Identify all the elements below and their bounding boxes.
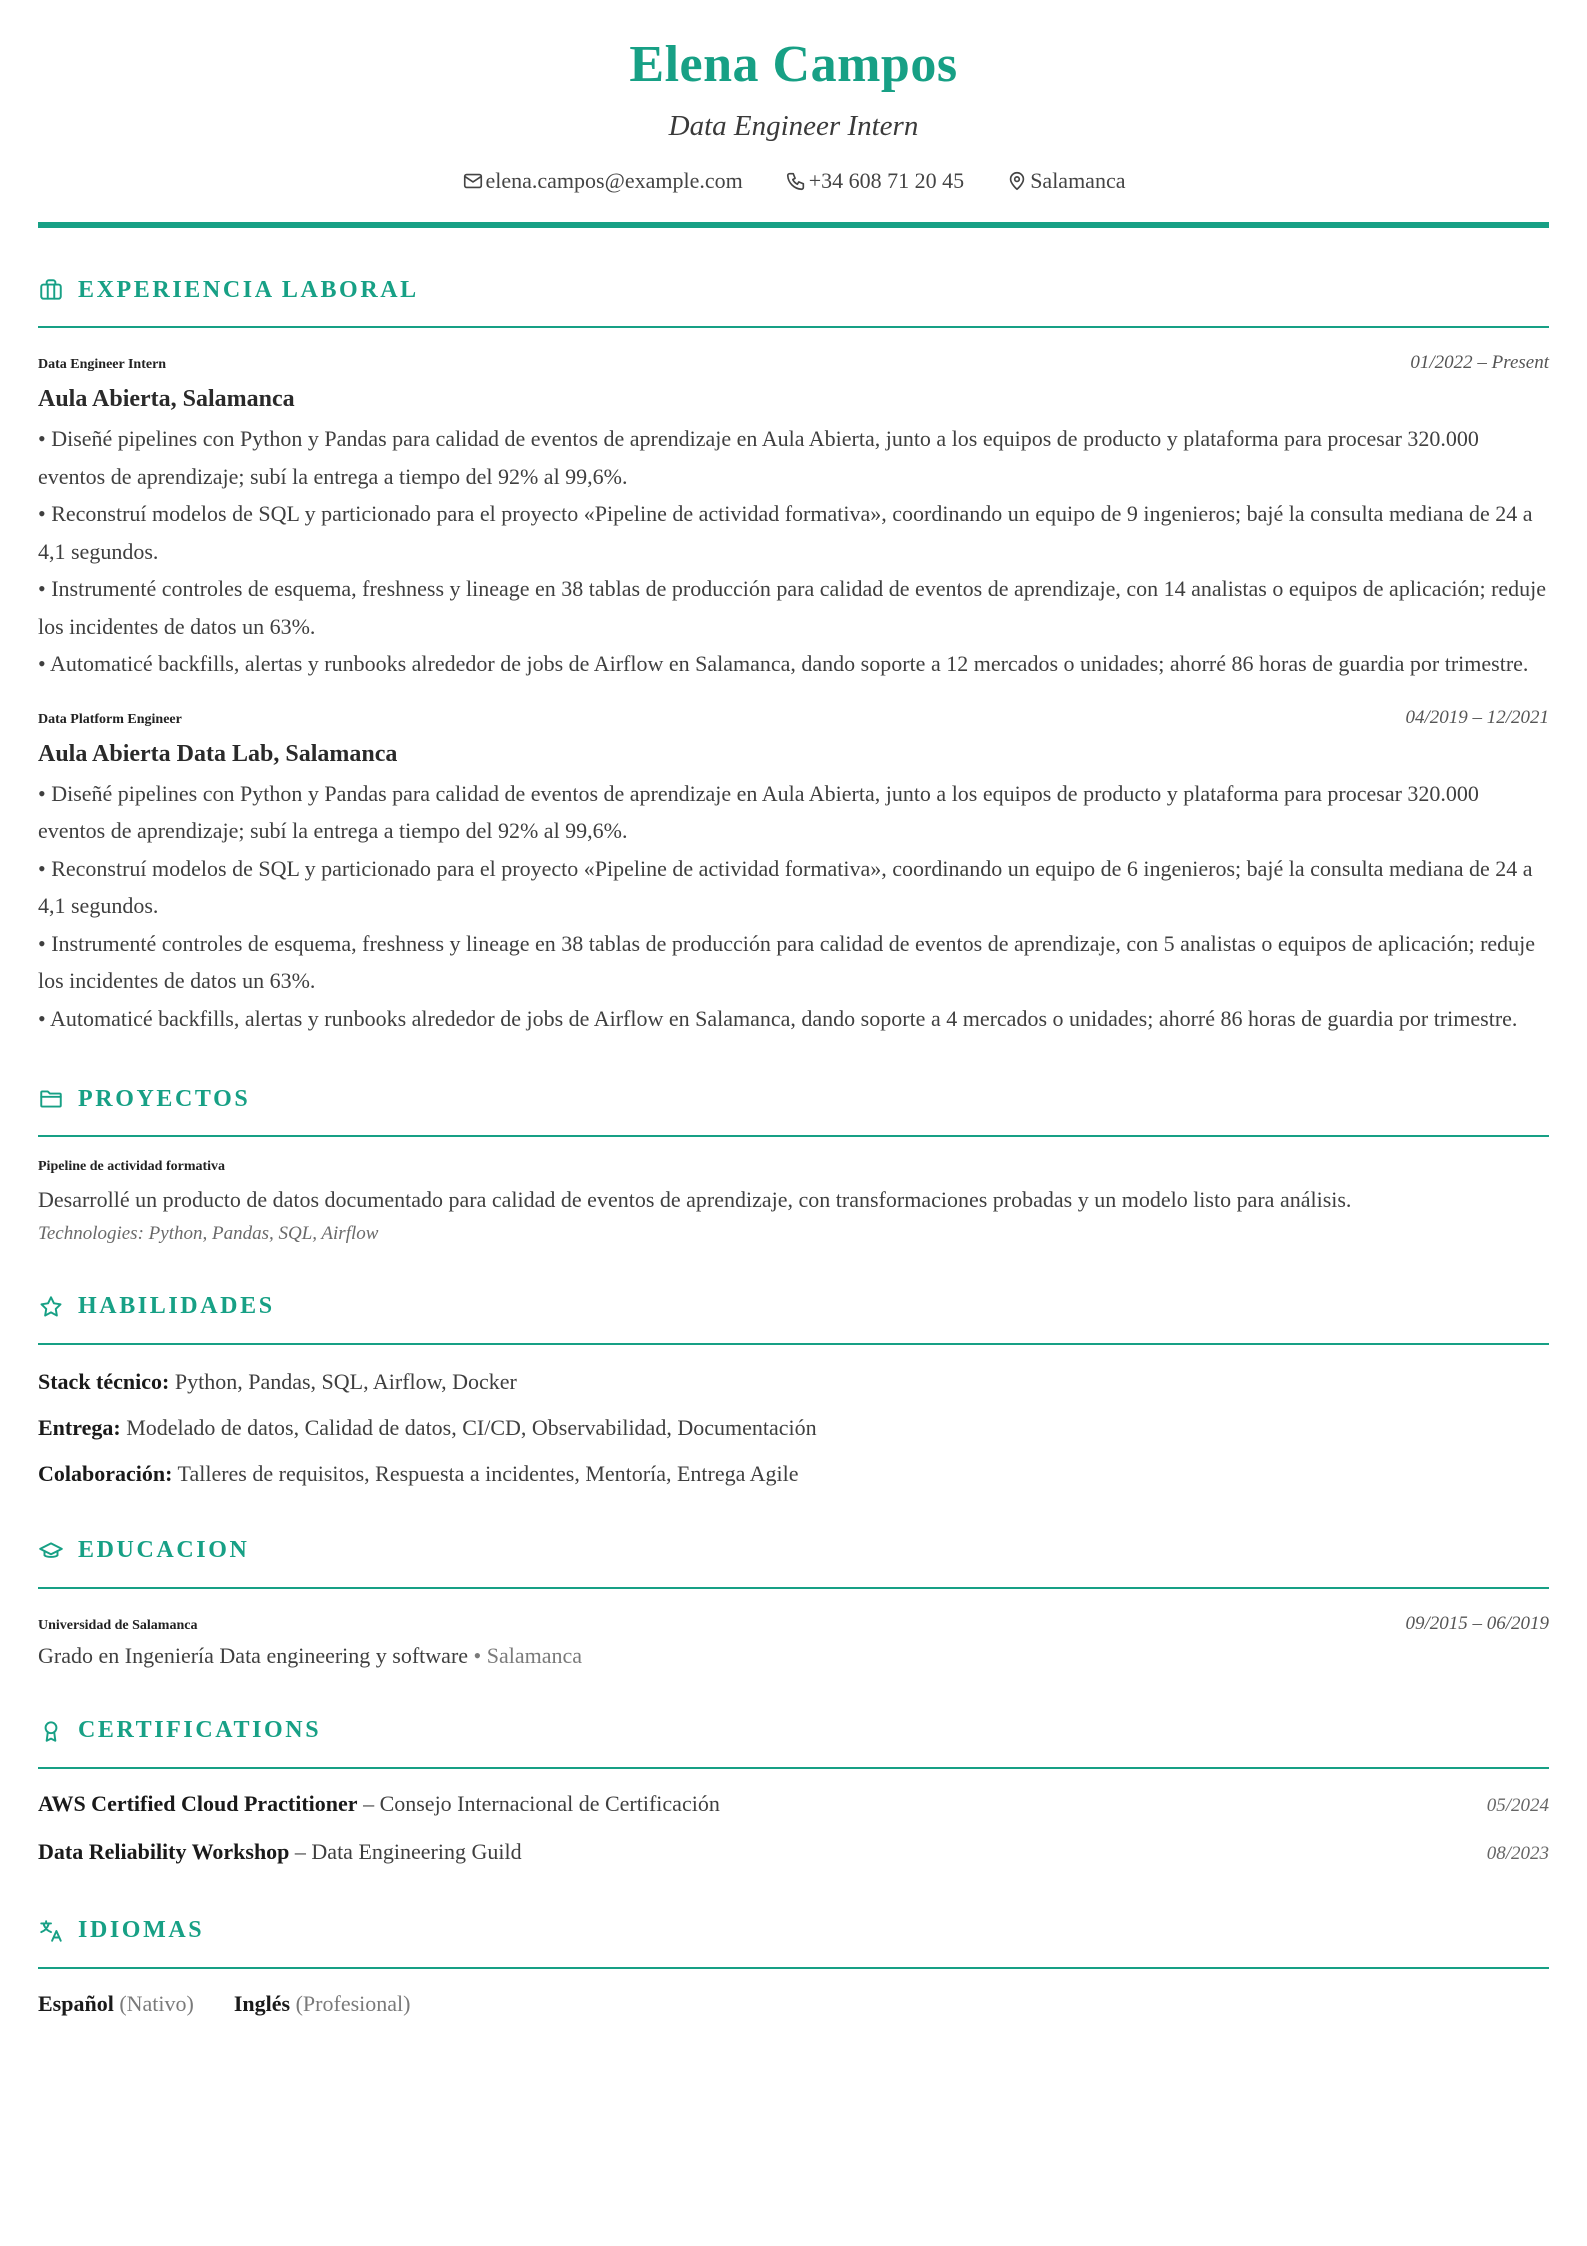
skill-row [38,1413,1549,1443]
projects-section [38,1081,1549,1245]
job-company: Aula Abierta Data Lab, Salamanca [38,740,398,767]
header-divider [38,222,1549,228]
section-divider [38,326,1549,328]
job-bullet: • Instrumenté controles de esquema, freshness y lineage en 38 tablas de producción para calidad de eventos de aprendizaje, con 14 analistas o equipos de aplicación; reduje los incidentes de datos un 63%. [38,576,1547,639]
job-bullets [38,775,1549,1038]
skill-label: Entrega: [38,1414,121,1440]
folder-icon [38,1086,64,1112]
phone-text: +34 608 71 20 45 [808,168,965,193]
language-name: Español [38,1990,114,2016]
job-bullet: • Automaticé backfills, alertas y runbooks alrededor de jobs de Airflow en Salamanca, dando soporte a 12 mercados o unidades; ahorré 86 horas de guardia por trimestre. [38,651,1529,676]
skill-value: Python, Pandas, SQL, Airflow, Docker [169,1368,517,1394]
certification-row [38,1837,1549,1869]
resume-header [38,0,1549,228]
experience-entry [38,352,1549,683]
project-name: Pipeline de actividad formativa [38,1159,226,1174]
section-title: HABILIDADES [78,1293,275,1319]
experience-section [38,272,1549,1037]
skill-label: Colaboración: [38,1460,173,1486]
location-text: Salamanca [1030,168,1126,193]
section-title: EDUCACION [78,1537,250,1563]
certification-issuer: – Data Engineering Guild [289,1838,522,1864]
job-bullet: • Automaticé backfills, alertas y runbooks alrededor de jobs de Airflow en Salamanca, dando soporte a 4 mercados o unidades; ahorré 86 horas de guardia por trimestre. [38,1005,1518,1031]
certifications-list [38,1789,1549,1869]
certification-issuer: – Consejo Internacional de Certificación [357,1790,720,1816]
section-divider [38,1967,1549,1969]
section-heading [38,1081,1549,1117]
email-text: elena.campos@example.com [485,168,743,193]
job-bullet: • Instrumenté controles de esquema, freshness y lineage en 38 tablas de producción para calidad de eventos de aprendizaje, con 5 analistas o equipos de aplicación; reduje los incidentes de datos un 63%. [38,930,1536,993]
section-heading [38,1289,1549,1325]
section-heading [38,1913,1549,1949]
job-bullets [38,420,1549,683]
education-dates: 09/2015 – 06/2019 [1405,1612,1549,1634]
project-description: Desarrollé un producto de datos documentado para calidad de eventos de aprendizaje, con transformaciones probadas y un modelo listo para análisis. [38,1187,1352,1212]
contact-bar [38,166,1549,196]
languages-list [38,1989,1549,2019]
degree-separator: • [468,1642,487,1668]
language-level: (Profesional) [290,1990,411,2016]
job-bullet: • Diseñé pipelines con Python y Pandas para calidad de eventos de aprendizaje en Aula Abierta, junto a los equipos de producto y plataforma para procesar 320.000 eventos de aprendizaje; subí la entrega a tiempo del 92% al 99,6%. [38,426,1479,489]
skill-row [38,1367,1549,1397]
education-location: Salamanca [486,1642,583,1668]
job-dates: 01/2022 – Present [1410,352,1549,373]
degree-name: Grado en Ingeniería Data engineering y software [38,1642,469,1668]
job-title: Data Engineer Intern [38,357,167,372]
skill-row [38,1459,1549,1489]
education-section [38,1533,1549,1669]
mail-icon [462,170,484,192]
skill-value: Modelado de datos, Calidad de datos, CI/CD, Observabilidad, Documentación [120,1414,817,1440]
briefcase-icon [38,277,64,303]
language-item [234,1989,411,2019]
section-divider [38,1135,1549,1137]
translate-icon [38,1918,64,1944]
education-entry [38,1613,1549,1669]
candidate-name: Elena Campos [629,36,958,93]
graduation-cap-icon [38,1538,64,1564]
languages-section [38,1913,1549,2019]
skills-list [38,1367,1549,1489]
language-name: Inglés [233,1990,291,2016]
certification-row [38,1789,1549,1821]
contact-email[interactable] [462,166,743,196]
project-technologies: Technologies: Python, Pandas, SQL, Airflow [38,1222,379,1244]
section-divider [38,1767,1549,1769]
school-name: Universidad de Salamanca [38,1617,198,1633]
award-icon [38,1718,64,1744]
job-title: Data Platform Engineer [38,711,182,727]
candidate-role: Data Engineer Intern [668,110,919,142]
certification-date: 05/2024 [1486,1794,1549,1816]
section-heading [38,1713,1549,1749]
section-divider [38,1587,1549,1589]
section-heading [38,272,1549,308]
section-title: IDIOMAS [78,1917,205,1943]
contact-phone[interactable] [785,166,964,196]
certifications-section [38,1713,1549,1869]
language-level: (Nativo) [113,1990,194,2016]
job-bullet: • Reconstruí modelos de SQL y particionado para el proyecto «Pipeline de actividad formativa», coordinando un equipo de 9 ingenieros; bajé la consulta mediana de 24 a 4,1 segundos. [38,501,1533,564]
section-title: CERTIFICATIONS [78,1717,322,1743]
job-bullet: • Diseñé pipelines con Python y Pandas para calidad de eventos de aprendizaje en Aula Abierta, junto a los equipos de producto y plataforma para procesar 320.000 eventos de aprendizaje; subí la entrega a tiempo del 92% al 99,6%. [38,780,1479,843]
section-title: EXPERIENCIA LABORAL [78,276,419,303]
skill-value: Talleres de requisitos, Respuesta a incidentes, Mentoría, Entrega Agile [172,1460,799,1486]
section-title: PROYECTOS [78,1085,251,1112]
map-pin-icon [1006,170,1028,192]
star-icon [38,1294,64,1320]
certification-date: 08/2023 [1486,1842,1549,1864]
certification-name: AWS Certified Cloud Practitioner [38,1790,358,1816]
section-heading [38,1533,1549,1569]
skills-section [38,1289,1549,1489]
section-divider [38,1343,1549,1345]
skill-label: Stack técnico: [38,1368,170,1394]
job-bullet: • Reconstruí modelos de SQL y particionado para el proyecto «Pipeline de actividad formativa», coordinando un equipo de 6 ingenieros; bajé la consulta mediana de 24 a 4,1 segundos. [38,855,1533,918]
language-item [38,1989,194,2019]
certification-name: Data Reliability Workshop [38,1838,290,1864]
job-dates: 04/2019 – 12/2021 [1405,706,1549,728]
contact-location [1006,166,1125,196]
phone-icon [785,170,807,192]
degree-line [38,1643,1549,1669]
job-company: Aula Abierta, Salamanca [38,386,295,412]
experience-entry [38,707,1549,1038]
